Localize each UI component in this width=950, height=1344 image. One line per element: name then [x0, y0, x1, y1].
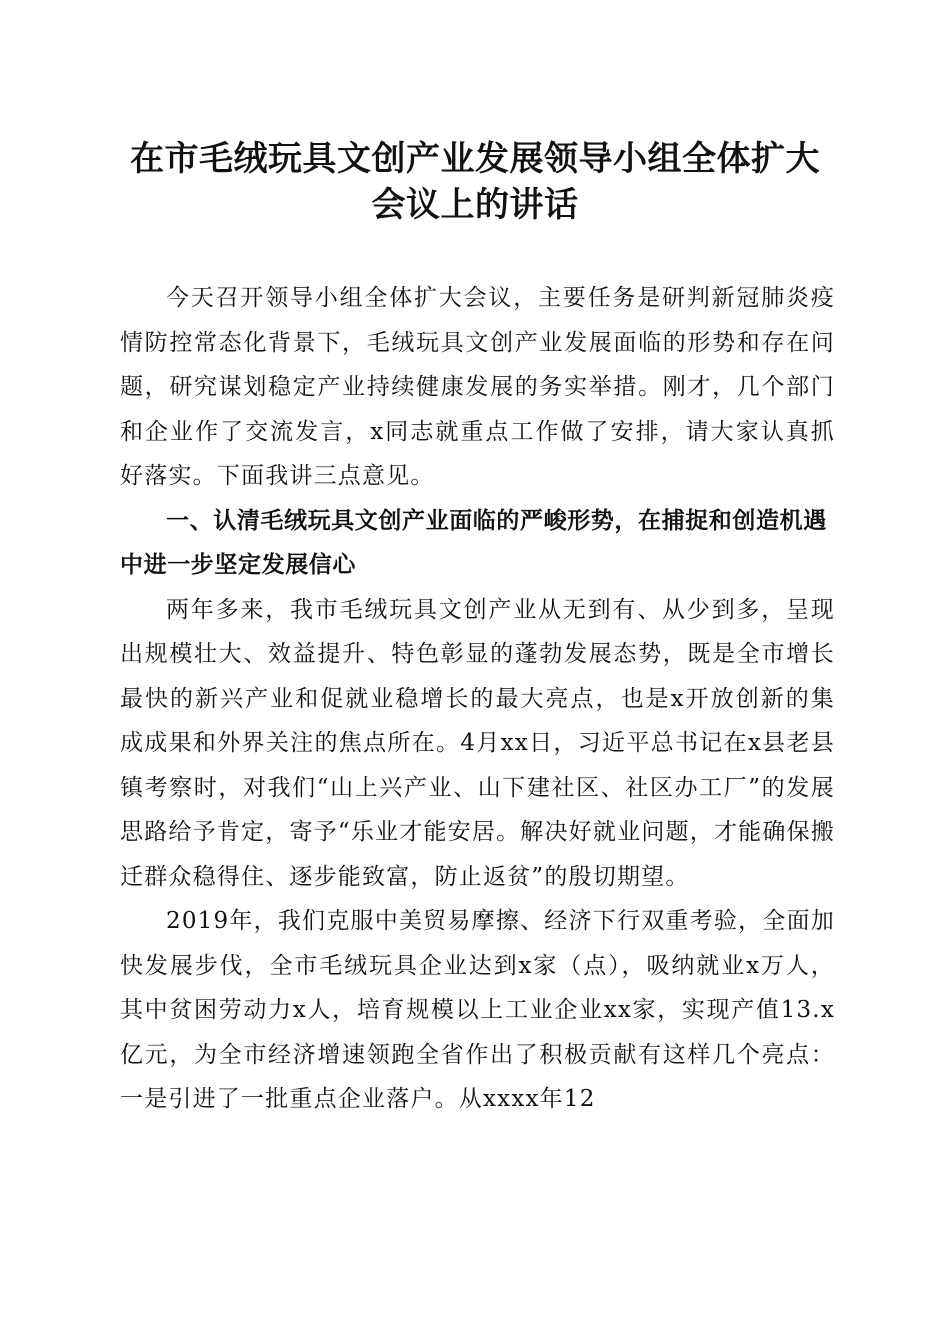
document-title: [100, 136, 850, 228]
title-line-1: 在市毛绒玩具文创产业发展领导小组全体扩大: [130, 139, 820, 179]
title-line-2: 会议上的讲话: [371, 185, 579, 225]
intro-paragraph: 今天召开领导小组全体扩大会议，主要任务是研判新冠肺炎疫情防控常态化背景下，毛绒玩具文创产业发展面临的形势和存在问题，研究谋划稳定产业持续健康发展的务实举措。刚才，几个部门和企业作了交流发言，x同志就重点工作做了安排，请大家认真抓好落实。下面我讲三点意见。: [120, 285, 835, 489]
body-paragraph-2: 两年多来，我市毛绒玩具文创产业从无到有、从少到多，呈现出规模壮大、效益提升、特色彰显的蓬勃发展态势，既是全市增长最快的新兴产业和促就业稳增长的最大亮点，也是x开放创新的集成成果和外界关注的焦点所在。4月xx日，习近平总书记在x县老县镇考察时，对我们“山上兴产业、山下建社区、社区办工厂”的发展思路给予肯定，寄予“乐业才能安居。解决好就业问题，才能确保搬迁群众稳得住、逐步能致富，防止返贫”的殷切期望。: [120, 596, 835, 890]
body-paragraph-3: 2019年，我们克服中美贸易摩擦、经济下行双重考验，全面加快发展步伐，全市毛绒玩具企业达到x家（点），吸纳就业x万人，其中贫困劳动力x人，培育规模以上工业企业xx家，实现产值13.x亿元，为全市经济增速领跑全省作出了积极贡献有这样几个亮点：一是引进了一批重点企业落户。从xxxx年12: [120, 908, 835, 1112]
section-heading-1: 一、认清毛绒玩具文创产业面临的严峻形势，在捕捉和创造机遇中进一步坚定发展信心: [120, 507, 827, 578]
document-body: [120, 276, 835, 1122]
